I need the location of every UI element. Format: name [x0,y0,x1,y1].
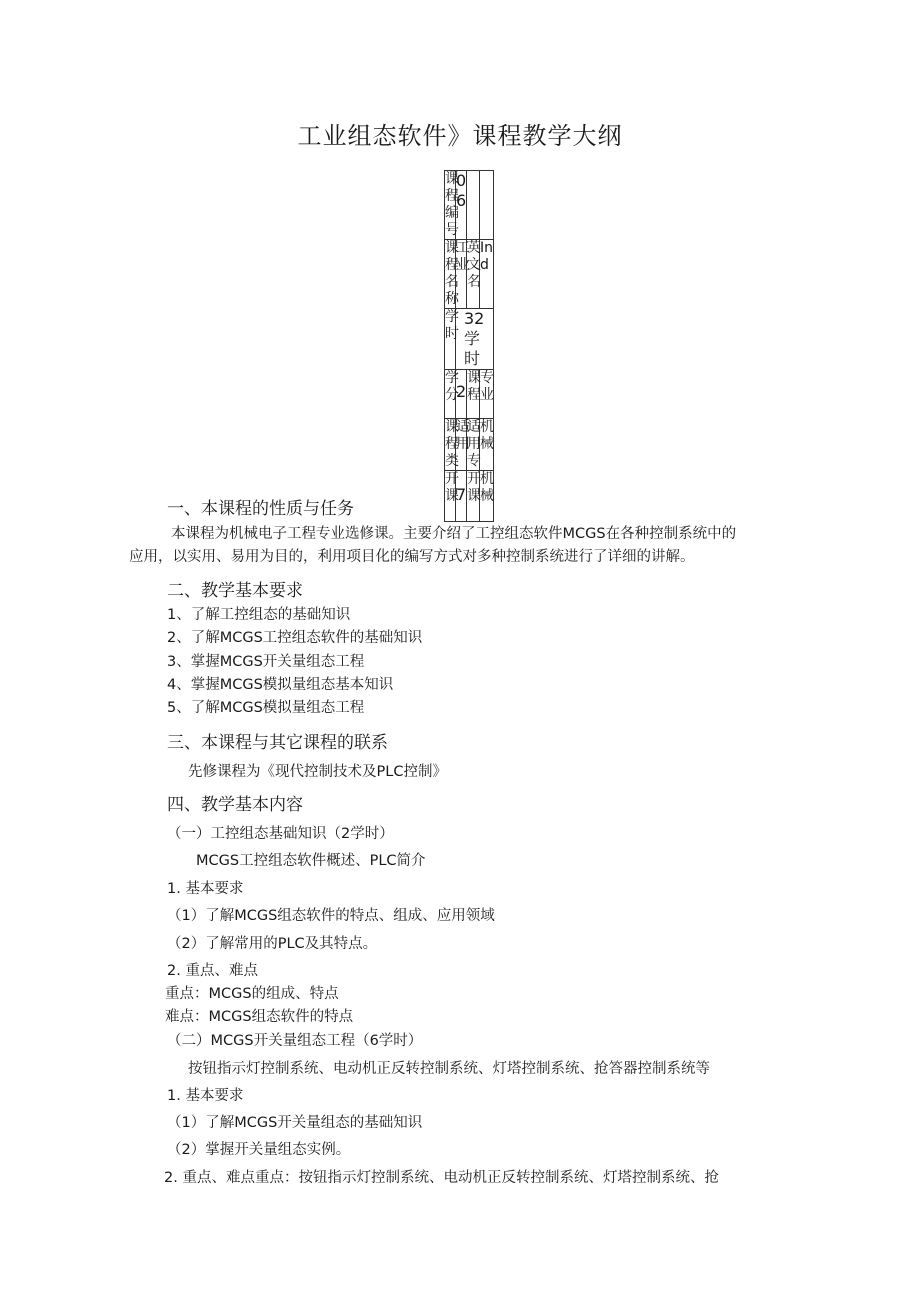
table-cell: 2 [456,370,467,419]
table-row [445,419,494,471]
table-row [445,370,494,419]
key-point: 重点：MCGS的组成、特点 [165,986,339,1002]
table-cell: 机械 [480,419,494,471]
list-item: （2）了解常用的PLC及其特点。 [167,936,378,952]
list-item: （1）了解MCGS开关量组态的基础知识 [167,1115,423,1131]
table-row [445,309,494,370]
list-item: 1、了解工控组态的基础知识 [167,607,351,623]
subheading: 2. 重点、难点 [167,963,258,979]
table-row [445,171,494,240]
course-info-table [444,170,494,522]
key-point: 2. 重点、难点重点：按钮指示灯控制系统、电动机正反转控制系统、灯塔控制系统、抢 [164,1170,719,1186]
unit-title: （二）MCGS开关量组态工程（6学时） [167,1033,423,1049]
unit-topics: 按钮指示灯控制系统、电动机正反转控制系统、灯塔控制系统、抢答器控制系统等 [188,1061,710,1077]
section-heading: 二、教学基本要求 [167,581,303,601]
table-cell: Ind [480,240,494,309]
list-item: （1）了解MCGS组态软件的特点、组成、应用领域 [167,908,495,924]
page-title: 工业组态软件》课程教学大纲 [297,122,623,150]
list-item: 4、掌握MCGS模拟量组态基本知识 [167,677,394,693]
subheading: 1. 基本要求 [167,881,244,897]
section-heading: 一、本课程的性质与任务 [167,499,354,519]
paragraph-line: 应用，以实用、易用为目的，利用项目化的编写方式对多种控制系统进行了详细的讲解。 [129,549,695,565]
table-cell: 06 [456,171,467,240]
table-cell: 英文名 [467,240,480,309]
table-cell: 适用专 [467,419,481,469]
table-cell: 工业 [456,240,467,309]
subheading: 1. 基本要求 [167,1088,244,1104]
table-cell: 课程类 [445,419,459,469]
section-heading: 四、教学基本内容 [167,795,303,815]
table-row [445,471,494,522]
difficult-point: 难点：MCGS组态软件的特点 [165,1009,354,1025]
table-cell [480,171,494,240]
paragraph-line: 先修课程为《现代控制技术及PLC控制》 [188,764,447,780]
table-cell: 课程名称 [445,240,459,307]
list-item: 3、掌握MCGS开关量组态工程 [167,654,365,670]
table-cell: 机械 [480,471,494,522]
table-cell: 学分 [445,370,456,419]
table-cell: 32学时 [456,309,494,370]
table-cell [467,171,480,240]
table-cell: 学时 [445,309,456,370]
table-cell: 课程编号 [445,171,459,238]
table-cell: 课程 [467,370,480,419]
table-cell: 7 [456,471,467,522]
unit-title: （一）工控组态基础知识（2学时） [167,826,394,842]
table-cell: 开课 [445,471,456,522]
table-cell: 专业 [480,370,494,419]
section-heading: 三、本课程与其它课程的联系 [167,733,388,753]
table-row [445,240,494,309]
list-item: 5、了解MCGS模拟量组态工程 [167,700,365,716]
table-cell: 开课 [467,471,480,522]
unit-topics: MCGS工控组态软件概述、PLC简介 [196,853,426,869]
table-cell: 适用 [456,419,467,471]
list-item: （2）掌握开关量组态实例。 [167,1142,351,1158]
paragraph-line: 本课程为机械电子工程专业选修课。主要介绍了工控组态软件MCGS在各种控制系统中的 [171,526,737,542]
list-item: 2、了解MCGS工控组态软件的基础知识 [167,630,423,646]
